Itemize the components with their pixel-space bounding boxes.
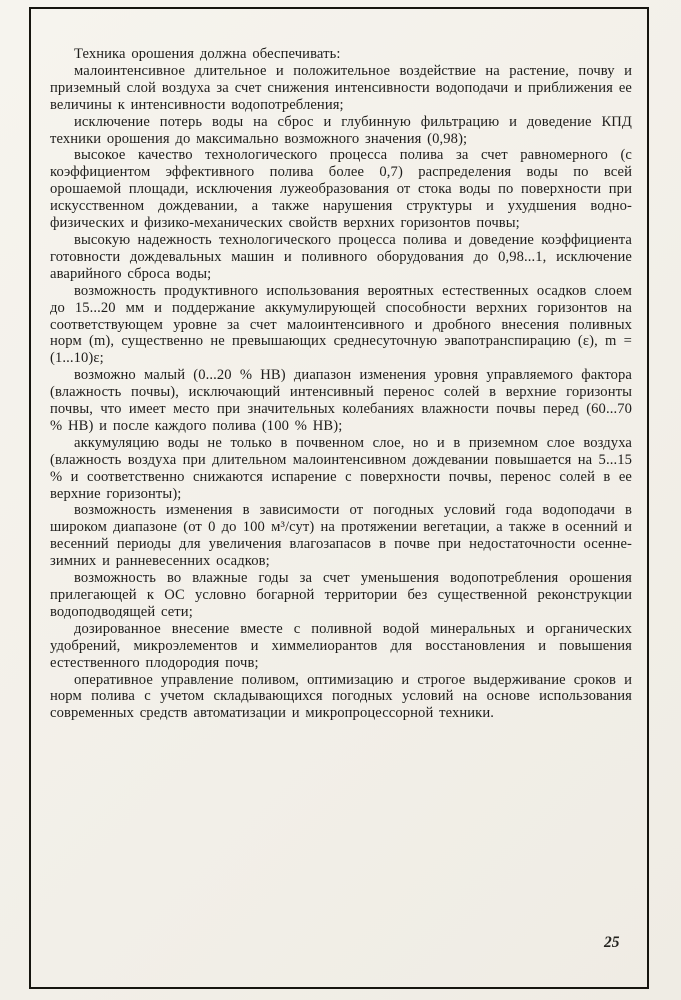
paragraph: аккумуляцию воды не только в почвенном слое, но и в приземном слое воздуха (влажность воздуха при длительном малоинтенсивном дождевании повышается на 5...15 % и соответственно снижаются испарение с поверхности почвы, перенос солей в ее верхние горизонты);	[50, 434, 632, 502]
paragraph: высокое качество технологического процесса полива за счет равномерного (с коэффициентом эффективного полива более 0,7) распределения воды по всей орошаемой площади, исключения лужеобразования от стока воды по поверхности при искусственном дождевании, а также нарушения структуры и ухудшения водно-физических и физико-механических свойств верхних горизонтов почвы;	[50, 147, 632, 232]
paragraph: малоинтенсивное длительное и положительное воздействие на растение, почву и приземный слой воздуха за счет снижения интенсивности водоподачи и приближения ее величины к интенсивности водопотребления;	[50, 62, 632, 113]
paragraph: возможность продуктивного использования вероятных естественных осадков слоем до 15...20 мм и поддержание аккумулирующей способности верхних горизонтов на соответствующем уровне за счет малоинтенсивного и дробного внесения поливных норм (m), существенно не превышающих среднесуточную эвапотранспирацию (ε), m = (1...10)ε;	[50, 282, 632, 367]
paragraph: высокую надежность технологического процесса полива и доведение коэффициента готовности дождевальных машин и поливного оборудования до 0,98...1, исключение аварийного сброса воды;	[50, 231, 632, 282]
paragraph: исключение потерь воды на сброс и глубинную фильтрацию и доведение КПД техники орошения до максимально возможного значения (0,98);	[50, 113, 632, 147]
section-heading: Техника орошения должна обеспечивать:	[74, 46, 341, 62]
page-number: 25	[604, 934, 620, 951]
paragraph: возможно малый (0...20 % НВ) диапазон изменения уровня управляемого фактора (влажность почвы), исключающий интенсивный перенос солей в верхние горизонты почвы, что имеет место при значительных колебаниях влажности почвы перед (60...70 % НВ) и после каждого полива (100 % НВ);	[50, 367, 632, 434]
paragraph: возможность во влажные годы за счет уменьшения водопотребления орошения прилегающей к ОС условно богарной территории без существенной реконструкции водоподводящей сети;	[50, 570, 632, 620]
paragraph: оперативное управление поливом, оптимизацию и строгое выдерживание сроков и норм полива с учетом складывающихся погодных условий на основе использования современных средств автоматизации и микропроцессорной техники.	[50, 671, 632, 722]
paragraph: дозированное внесение вместе с поливной водой минеральных и органических удобрений, микроэлементов и химмелиорантов для восстановления и повышения естественного плодородия почв;	[50, 620, 632, 671]
page-text-block	[50, 46, 632, 722]
paragraph: возможность изменения в зависимости от погодных условий года водоподачи в широком диапазоне (от 0 до 100 м³/сут) на протяжении вегетации, а также в осенний и весенний периоды для увеличения влагозапасов в почве при недостаточности осенне-зимних и ранневесенних осадков;	[50, 502, 632, 570]
